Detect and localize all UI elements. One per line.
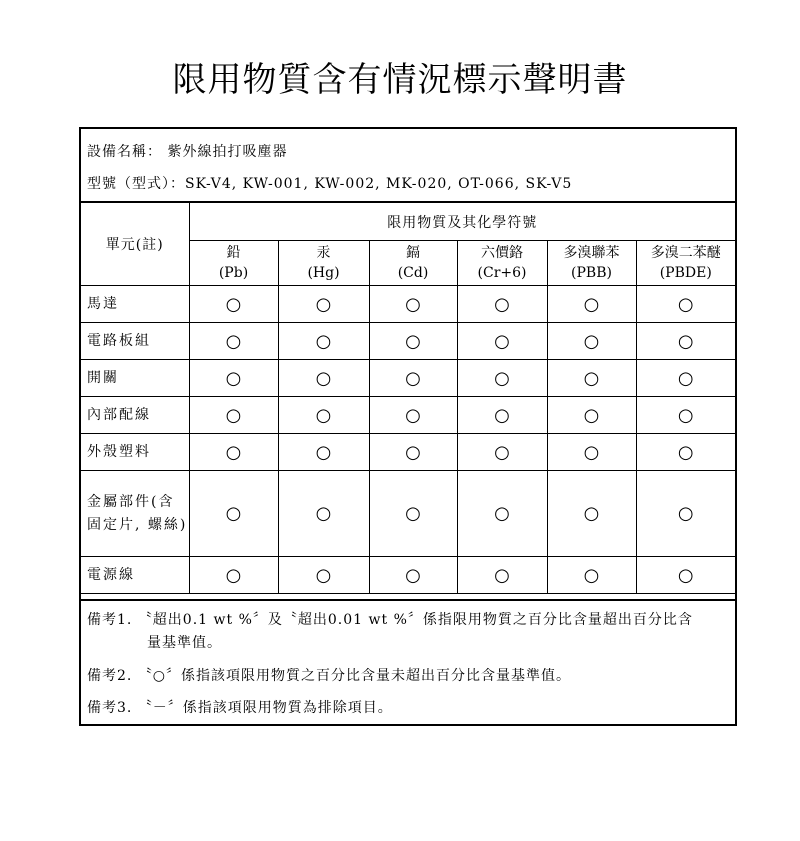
substance-header-hg: 汞 (Hg): [278, 241, 369, 286]
mark-cell: ○: [369, 360, 457, 397]
mark-cell: ○: [457, 397, 547, 434]
mark-cell: ○: [278, 471, 369, 557]
mark-cell: ○: [369, 557, 457, 594]
mark-cell: ○: [636, 434, 735, 471]
component-name: 電路板組: [81, 323, 189, 360]
substance-header-pb: 鉛 (Pb): [189, 241, 278, 286]
component-name: 金屬部件(含固定片, 螺絲): [81, 471, 189, 557]
substance-header-cd: 鎘 (Cd): [369, 241, 457, 286]
substance-table: [81, 201, 735, 594]
mark-cell: ○: [278, 434, 369, 471]
mark-cell: ○: [189, 471, 278, 557]
mark-cell: ○: [278, 323, 369, 360]
mark-cell: ○: [547, 286, 636, 323]
mark-cell: ○: [457, 286, 547, 323]
mark-cell: ○: [636, 286, 735, 323]
mark-cell: ○: [189, 557, 278, 594]
page-title: 限用物質含有情況標示聲明書: [172, 60, 628, 100]
component-name: 內部配線: [81, 397, 189, 434]
mark-cell: ○: [547, 360, 636, 397]
unit-header: 單元(註): [81, 202, 189, 286]
substance-header-cr6: 六價鉻 (Cr+6): [457, 241, 547, 286]
mark-cell: ○: [189, 286, 278, 323]
mark-cell: ○: [636, 397, 735, 434]
note-3: [87, 697, 393, 717]
table-row: [81, 471, 735, 557]
note-3-text: 〝－〞係指該項限用物質為排除項目。: [137, 700, 393, 716]
component-name: 外殼塑料: [81, 434, 189, 471]
mark-cell: ○: [547, 434, 636, 471]
mark-cell: ○: [457, 471, 547, 557]
mark-cell: ○: [278, 360, 369, 397]
note-3-label: 備考3.: [87, 700, 133, 716]
mark-cell: ○: [278, 286, 369, 323]
component-name: 馬達: [81, 286, 189, 323]
note-2: [87, 665, 571, 685]
mark-cell: ○: [547, 323, 636, 360]
substance-header-pbb: 多溴聯苯 (PBB): [547, 241, 636, 286]
mark-cell: ○: [189, 360, 278, 397]
notes-section: [81, 599, 735, 716]
mark-cell: ○: [457, 557, 547, 594]
component-name: 開關: [81, 360, 189, 397]
note-2-label: 備考2.: [87, 668, 133, 684]
table-row: [81, 397, 735, 434]
mark-cell: ○: [369, 397, 457, 434]
mark-cell: ○: [278, 557, 369, 594]
mark-cell: ○: [636, 323, 735, 360]
mark-cell: ○: [547, 397, 636, 434]
note-1-continuation: 量基準值。: [147, 635, 222, 651]
table-row: [81, 323, 735, 360]
substance-group-header: 限用物質及其化學符號: [189, 202, 735, 241]
mark-cell: ○: [636, 471, 735, 557]
table-row: [81, 557, 735, 594]
mark-cell: ○: [457, 323, 547, 360]
mark-cell: ○: [369, 471, 457, 557]
mark-cell: ○: [636, 557, 735, 594]
model-numbers: 型號（型式）：SK-V4, KW-001, KW-002, MK-020, OT-066, SK-V5: [87, 176, 573, 192]
mark-cell: ○: [547, 471, 636, 557]
mark-cell: ○: [547, 557, 636, 594]
substance-header-pbde: 多溴二苯醚 (PBDE): [636, 241, 735, 286]
mark-cell: ○: [457, 360, 547, 397]
table-row: [81, 360, 735, 397]
mark-cell: ○: [278, 397, 369, 434]
note-2-text: 〝○〞係指該項限用物質之百分比含量未超出百分比含量基準值。: [137, 668, 572, 684]
declaration-form: [79, 127, 737, 726]
table-row: [81, 286, 735, 323]
note-1-text: 〝超出0.1 wt %〞及〝超出0.01 wt %〞係指限用物質之百分比含量超出百分比含: [137, 612, 693, 628]
mark-cell: ○: [636, 360, 735, 397]
mark-cell: ○: [457, 434, 547, 471]
mark-cell: ○: [189, 434, 278, 471]
note-1: [87, 609, 727, 655]
mark-cell: ○: [189, 397, 278, 434]
note-1-label: 備考1.: [87, 612, 133, 628]
component-name: 電源線: [81, 557, 189, 594]
mark-cell: ○: [369, 323, 457, 360]
mark-cell: ○: [189, 323, 278, 360]
mark-cell: ○: [369, 286, 457, 323]
mark-cell: ○: [369, 434, 457, 471]
equipment-name: 設備名稱： 紫外線拍打吸塵器: [87, 144, 288, 160]
table-row: [81, 434, 735, 471]
